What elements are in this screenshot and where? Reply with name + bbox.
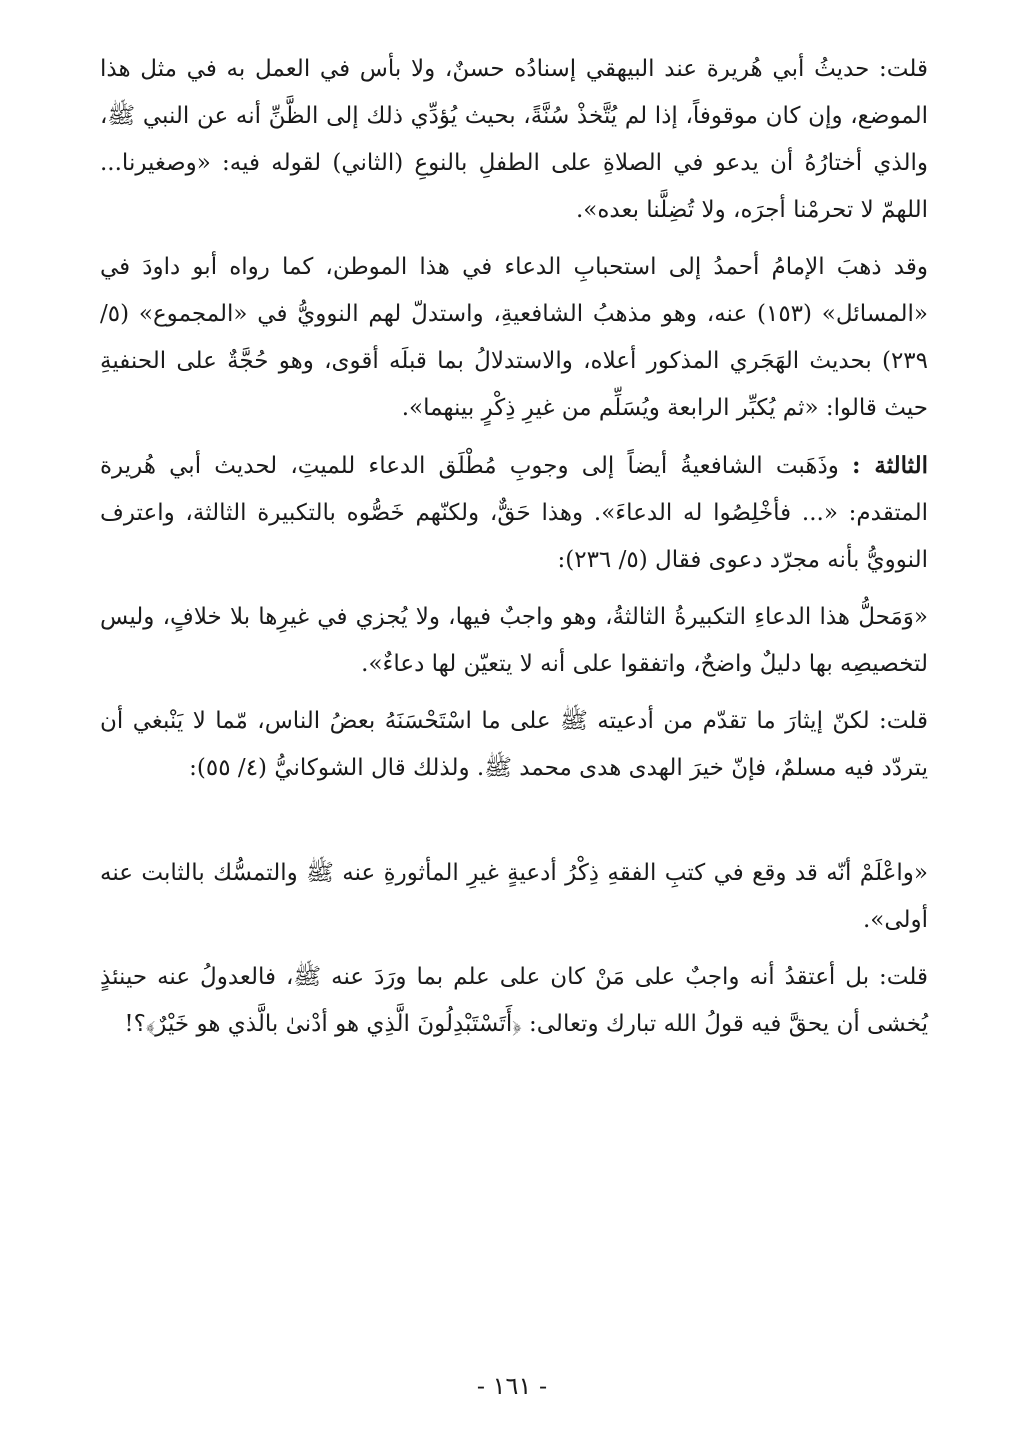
page-number: - ١٦١ - [476,1372,548,1400]
paragraph-4-quote: «وَمَحلُّ هذا الدعاءِ التكبيرةُ الثالثةُ، وهو واجبٌ فيها، ولا يُجزي في غيرِها بلا خلافٍ، وليس لتخصيصِه بها دليلٌ واضحٌ، واتفقوا على أنه لا يتعيّن لها دعاءٌ». [100,604,928,677]
paragraph-1: قلت: حديثُ أبي هُريرة عند البيهقي إسنادُه حسنٌ، ولا بأس في العمل به في مثل هذا الموضع، وإن كان موقوفاً، إذا لم يُتَّخذْ سُنَّةً، بحيث يُؤدِّي ذلك إلى الظَّنِّ أنه عن النبي ﷺ، والذي أختارُهُ أن يدعو في الصلاةِ على الطفلِ بالنوعِ (الثاني) لقوله فيه: «وصغيرنا... اللهمّ لا تحرمْنا أجرَه، ولا تُضِلَّنا بعده». [100,56,928,223]
paragraph-3-text: وذَهَبت الشافعيةُ أيضاً إلى وجوبِ مُطْلَق الدعاء للميتِ، لحديث أبي هُريرة المتقدم: «... فأخْلِصُوا له الدعاءَ». وهذا حَقٌّ، ولكنّهم خَصُّوه بالتكبيرة الثالثة، واعترف النوويُّ بأنه مجرّد دعوى فقال (٥/ ٢٣٦): [100,453,928,573]
paragraph-7: قلت: بل أعتقدُ أنه واجبٌ على مَنْ كان على علم بما ورَدَ عنه ﷺ، فالعدولُ عنه حينئذٍ يُخشى أن يحقَّ فيه قولُ الله تبارك وتعالى: ﴿أَتَسْتَبْدِلُونَ الَّذِي هو أدْنىٰ بالَّذي هو خَيْرٌ﴾؟! [100,964,928,1037]
paragraph-5: قلت: لكنّ إيثارَ ما تقدّم من أدعيته ﷺ على ما اسْتَحْسَنَهُ بعضُ الناس، مّما لا يَنْبغي أن يتردّد فيه مسلمٌ، فإنّ خيرَ الهدى هدى محمد ﷺ. ولذلك قال الشوكانيُّ (٤/ ٥٥): [100,708,928,781]
section-heading-third: الثالثة : [852,452,928,479]
paragraph-3 [100,442,928,584]
paragraph-6-quote: «واعْلَمْ أنّه قد وقع في كتبِ الفقهِ ذِكْرُ أدعيةٍ غيرِ المأثورةِ عنه ﷺ والتمسُّك بالثابت عنه أولى». [100,860,928,933]
paragraph-2: وقد ذهبَ الإمامُ أحمدُ إلى استحبابِ الدعاء في هذا الموطن، كما رواه أبو داودَ في «المسائل» (١٥٣) عنه، وهو مذهبُ الشافعيةِ، واستدلّ لهم النوويُّ في «المجموع» (٥/ ٢٣٩) بحديث الهَجَري المذكور أعلاه، والاستدلالُ بما قبلَه أقوى، وهو حُجَّةٌ على الحنفيةِ حيث قالوا: «ثم يُكبِّر الرابعة ويُسَلِّم من غيرِ ذِكْرٍ بينهما». [100,254,928,421]
page-body [100,46,928,1048]
